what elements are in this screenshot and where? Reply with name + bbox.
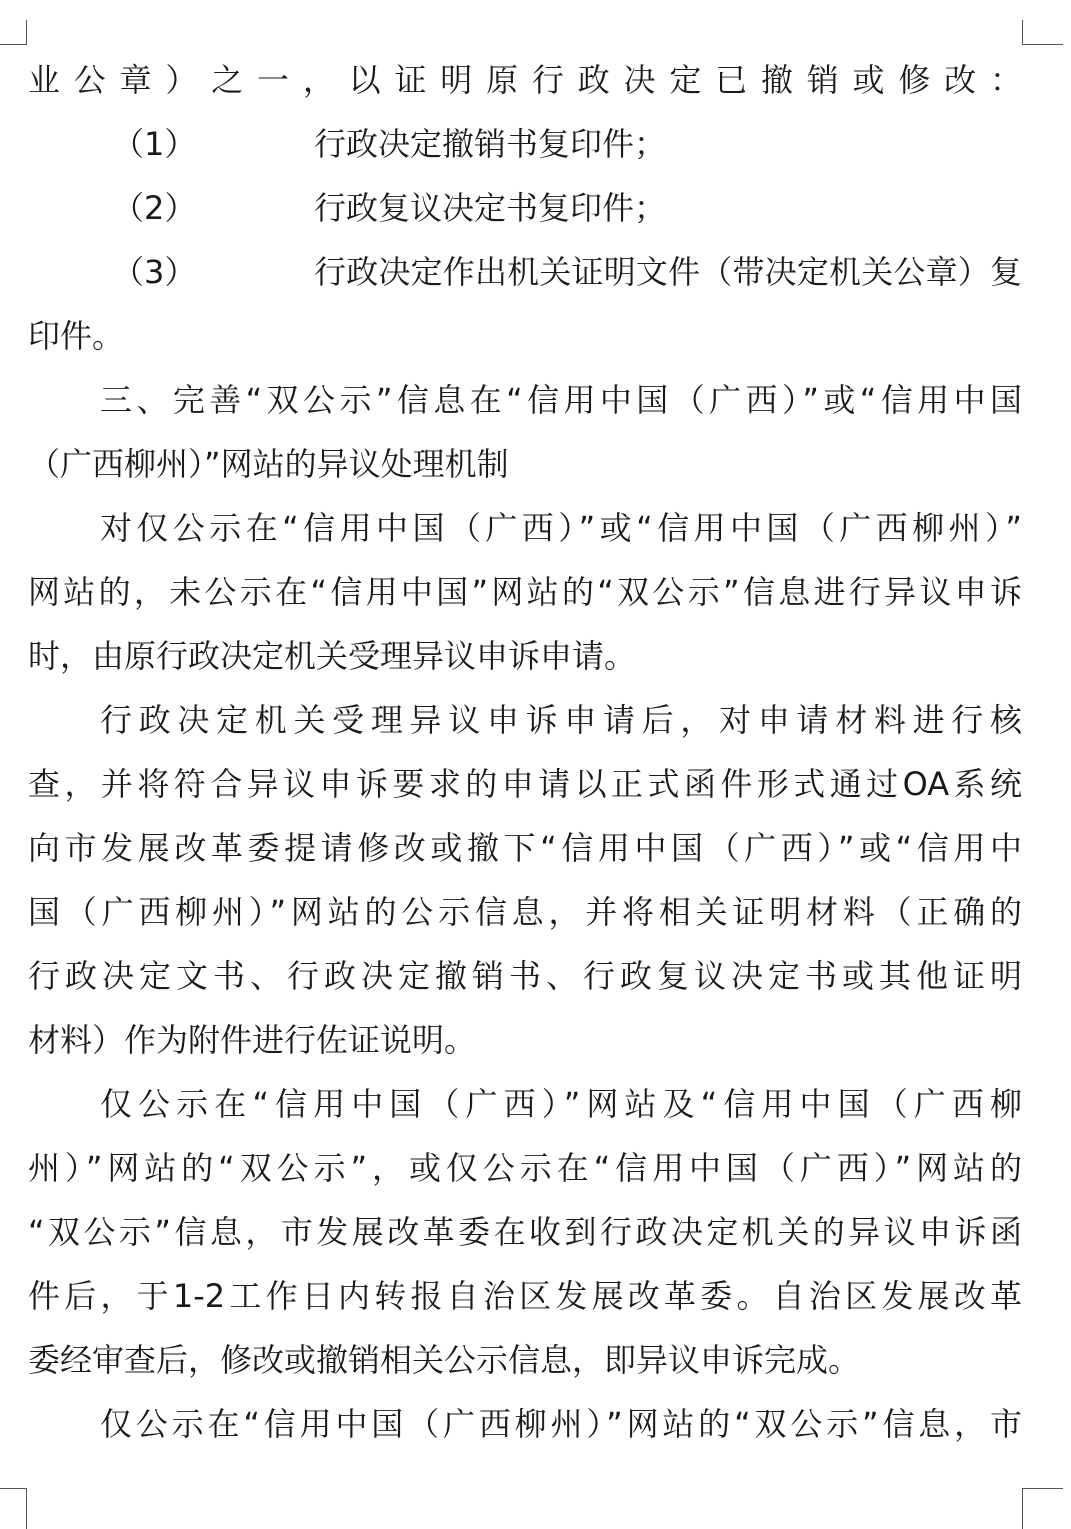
- section-heading-line: 三、完善“双公示”信息在“信用中国（广西）”或“信用中国: [100, 381, 1022, 419]
- text-line: 仅公示在“信用中国（广西）”网站及“信用中国（广西柳: [100, 1085, 1022, 1123]
- list-item-number: （2）: [112, 189, 197, 227]
- text-line: 委经审查后，修改或撤销相关公示信息，即异议申诉完成。: [28, 1341, 861, 1379]
- text-line: 行政决定机关受理异议申诉申请后，对申请材料进行核: [100, 701, 1022, 739]
- text-line: 行政决定文书、行政决定撤销书、行政复议决定书或其他证明: [28, 957, 1022, 995]
- list-item-1: [28, 112, 1022, 176]
- text-line: 对仅公示在“信用中国（广西）”或“信用中国（广西柳州）”: [100, 509, 1022, 547]
- text-line: 国（广西柳州）”网站的公示信息，并将相关证明材料（正确的: [28, 893, 1022, 931]
- text-line: 印件。: [28, 317, 125, 355]
- crop-mark-bottom-right: [1022, 1488, 1063, 1529]
- text-line: 业公章）之一，以证明原行政决定已撤销或修改：: [28, 61, 1022, 99]
- list-item-text: 行政决定作出机关证明文件（带决定机关公章）复: [314, 253, 1022, 291]
- text-line: 查，并将符合异议申诉要求的申请以正式函件形式通过OA系统: [28, 765, 1022, 803]
- text-line: “双公示”信息，市发展改革委在收到行政决定机关的异议申诉函: [28, 1213, 1022, 1251]
- text-line: 件后，于1-2工作日内转报自治区发展改革委。自治区发展改革: [28, 1277, 1022, 1315]
- list-item-3: [28, 240, 1022, 304]
- crop-mark-bottom-left: [0, 1488, 27, 1529]
- text-line: 州）”网站的“双公示”，或仅公示在“信用中国（广西）”网站的: [28, 1149, 1022, 1187]
- text-line: 材料）作为附件进行佐证说明。: [28, 1021, 477, 1059]
- list-item-number: （1）: [112, 125, 197, 163]
- crop-mark-top-left: [0, 20, 27, 45]
- list-item-text: 行政复议决定书复印件；: [314, 189, 667, 227]
- text-line: 时，由原行政决定机关受理异议申诉申请。: [28, 637, 637, 675]
- document-body: [28, 48, 1022, 1456]
- crop-mark-top-right: [1022, 20, 1063, 45]
- list-item-text: 行政决定撤销书复印件；: [314, 125, 667, 163]
- list-item-number: （3）: [112, 253, 197, 291]
- text-line: 仅公示在“信用中国（广西柳州）”网站的“双公示”信息，市: [100, 1405, 1022, 1443]
- section-heading-line: （广西柳州）”网站的异议处理机制: [28, 445, 509, 483]
- text-line: 向市发展改革委提请修改或撤下“信用中国（广西）”或“信用中: [28, 829, 1022, 867]
- text-line: 网站的，未公示在“信用中国”网站的“双公示”信息进行异议申诉: [28, 573, 1022, 611]
- list-item-2: [28, 176, 1022, 240]
